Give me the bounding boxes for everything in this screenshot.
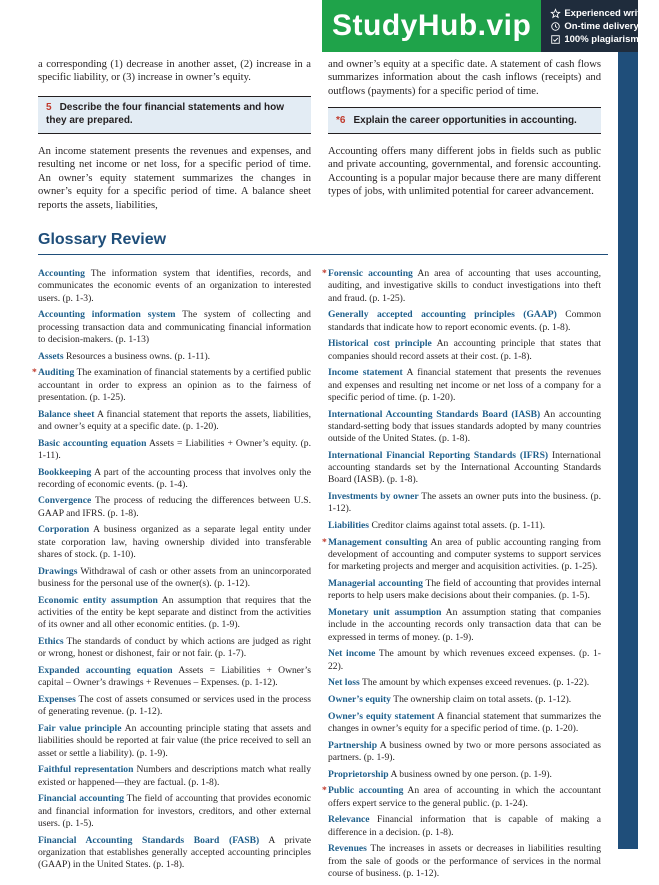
glossary-term: Owner’s equity xyxy=(328,693,391,705)
glossary-definition: An area of accounting that uses accounting, auditing, and investigative skills to conduct investigations into theft and fraud. (p. 1-25). xyxy=(328,268,601,304)
glossary-definition: A part of the accounting process that involves only the recording of economic events. (p. 1-4). xyxy=(38,466,311,490)
glossary-term: Net loss xyxy=(328,677,360,689)
glossary-definition: Numbers and descriptions match what really existed or happened—they are factual. (p. 1-8). xyxy=(38,764,312,788)
feature-item xyxy=(551,21,659,32)
glossary-definition: An accounting principle that states that companies should record assets at their cost. (p. 1-8). xyxy=(328,338,601,362)
glossary-definition: Withdrawal of cash or other assets from an unincorporated business for the personal use of the owner(s). (p. 1-12). xyxy=(38,565,311,590)
glossary-definition: The standards of conduct by which actions are judged as right or wrong, honest or dishonest, fair or not fair. (p. 1-7). xyxy=(38,636,311,660)
glossary-entry xyxy=(328,769,601,781)
glossary-definition: The field of accounting that provides internal reports to help users make decisions about their companies. (p. 1-5). xyxy=(328,578,601,602)
glossary-term: Liabilities xyxy=(328,520,370,532)
glossary-entry xyxy=(328,367,601,404)
glossary-entry xyxy=(38,764,311,789)
glossary-definition: Assets = Liabilities + Owner’s capital – Owner’s drawings + Revenues – Expenses. (p. 1-12). xyxy=(38,665,312,689)
glossary-entry xyxy=(328,711,601,736)
glossary-column-left xyxy=(32,268,312,876)
glossary-term: Public accounting xyxy=(328,785,404,797)
glossary-definition: The process of reducing the differences between U.S. GAAP and IFRS. (p. 1-8). xyxy=(38,495,311,519)
glossary-term: Investments by owner xyxy=(328,491,419,503)
glossary-term: Relevance xyxy=(328,814,370,826)
glossary-term: Assets xyxy=(38,350,64,362)
glossary-entry xyxy=(328,740,601,765)
star-icon xyxy=(551,9,560,18)
glossary-definition: Resources a business owns. (p. 1-11). xyxy=(66,350,211,362)
glossary-term: Net income xyxy=(328,648,376,660)
glossary-definition: An area of public accounting ranging from development of accounting and computer systems to support services for marketing projects and merger and acquisition activities. (p. 1-25). xyxy=(328,536,601,573)
glossary-definition: An accounting principle stating that assets and liabilities should be reported at fair value (the price received to sell an asset or settle a liability). (p. 1-9). xyxy=(38,722,311,759)
objective-5-summary: An income statement presents the revenues and expenses, and resulting net income or net loss, for a specific period of time. An owner’s equity statement summarizes the changes in owner’s equity for a specific period of time. A balance sheet reports the assets, liabilities, xyxy=(38,146,311,211)
glossary-definition: Assets = Liabilities + Owner’s equity. (p. 1-11). xyxy=(38,437,311,461)
feature-item xyxy=(551,34,659,45)
glossary-term: Income statement xyxy=(328,367,403,379)
glossary-term: Generally accepted accounting principles (GAAP) xyxy=(328,309,557,321)
glossary-entry xyxy=(38,665,311,690)
glossary-entry xyxy=(38,495,311,520)
glossary-entry xyxy=(38,409,311,434)
glossary-term: Convergence xyxy=(38,495,92,507)
continued-paragraph-left: a corresponding (1) decrease in another asset, (2) increase in a specific liability, or (3) increase in owner’s equity. xyxy=(38,59,311,84)
objective-5-heading xyxy=(38,96,311,134)
glossary-entry xyxy=(328,694,601,706)
glossary-definition: The amount by which expenses exceed revenues. (p. 1-22). xyxy=(361,677,590,689)
feature-item xyxy=(551,8,659,19)
glossary-definition: A business owned by one person. (p. 1-9). xyxy=(390,768,552,780)
glossary-definition: The examination of financial statements by a certified public accountant in order to express an opinion as to the fairness of presentation. (p. 1-25). xyxy=(38,367,311,403)
asterisk-marker: * xyxy=(322,536,327,548)
glossary-entry xyxy=(322,268,601,305)
glossary-definition: An accounting standard-setting body that issues standards adopted by many countries outside of the United States. (p. 1-8). xyxy=(328,408,601,445)
glossary-entry xyxy=(322,536,601,574)
glossary-entry xyxy=(38,268,311,305)
glossary-term: Balance sheet xyxy=(38,408,95,420)
glossary-definition: The field of accounting that provides economic and financial information for investors, creditors, and other external users. (p. 1-5). xyxy=(38,793,311,829)
glossary-definition: A business organized as a separate legal entity under state corporation law, having ownership divided into transferable shares of stock. (p. 1-10). xyxy=(38,524,311,561)
glossary-definition: A financial statement that presents the revenues and expenses and resulting net income or net loss of a company for a specific period of time. (p. 1-20). xyxy=(328,367,601,403)
glossary-definition: Common standards that indicate how to report economic events. (p. 1-8). xyxy=(328,309,601,333)
glossary-term: Financial Accounting Standards Board (FASB) xyxy=(38,834,260,846)
glossary-entry xyxy=(328,607,601,644)
glossary-entry xyxy=(32,367,311,404)
glossary-definition: A business owned by two or more persons associated as partners. (p. 1-9). xyxy=(328,739,601,763)
objective-6-heading xyxy=(328,107,601,134)
glossary-entry xyxy=(328,409,601,446)
glossary-entry xyxy=(328,491,601,516)
glossary-term: Corporation xyxy=(38,524,90,536)
glossary-term: Expanded accounting equation xyxy=(38,665,173,676)
glossary-term: Partnership xyxy=(328,739,378,751)
glossary-term: Fair value principle xyxy=(38,722,122,734)
glossary-definition: An area of accounting in which the accountant offers expert service to the general public. (p. 1-24). xyxy=(328,785,602,809)
brand-features xyxy=(541,8,659,45)
feature-label: 100% plagiarism free xyxy=(564,33,659,45)
glossary-term: Financial accounting xyxy=(38,793,124,805)
glossary-entry xyxy=(38,835,311,872)
page-edge-bar xyxy=(618,0,638,849)
continued-paragraph-right: and owner’s equity at a specific date. A statement of cash flows summarizes information about the cash inflows (receipts) and outflows (payments) for a specific period of time. xyxy=(328,59,601,97)
asterisk-marker: * xyxy=(322,785,327,797)
glossary-entry xyxy=(328,309,601,334)
glossary-entry xyxy=(328,338,601,363)
glossary-term: Expenses xyxy=(38,693,76,705)
glossary-term: Accounting xyxy=(38,268,85,279)
glossary-entry xyxy=(38,566,311,591)
glossary-entry xyxy=(328,520,601,532)
glossary-term: Faithful representation xyxy=(38,764,134,776)
asterisk-marker: * xyxy=(32,367,37,379)
objective-6-summary: Accounting offers many different jobs in fields such as public and private accounting, governmental, and forensic accounting. Accounting is a popular major because there are many different types of jobs, with unlimited potential for career advancement. xyxy=(328,146,601,198)
glossary-term: Drawings xyxy=(38,565,78,577)
glossary-entry xyxy=(38,309,311,346)
glossary-term: Management consulting xyxy=(328,536,428,548)
objective-number: 5 xyxy=(46,102,52,113)
asterisk-marker: * xyxy=(336,115,340,126)
glossary-definition: The assets an owner puts into the business. (p. 1-12). xyxy=(328,491,602,515)
glossary-term: Basic accounting equation xyxy=(38,437,147,449)
glossary-definition: The ownership claim on total assets. (p. 1-12). xyxy=(393,693,572,705)
glossary-term: Monetary unit assumption xyxy=(328,607,442,619)
glossary-definition: A private organization that establishes generally accepted accounting principles (GAAP) in the United States. (p. 1-8). xyxy=(38,834,311,871)
glossary-definition: The cost of assets consumed or services used in the process of generating revenue. (p. 1-12). xyxy=(38,693,311,718)
glossary-entry xyxy=(322,785,602,810)
glossary-definition: An assumption that requires that the activities of the entity be kept separate and distinct from the activities of its owner and all other economic entities. (p. 1-9). xyxy=(38,594,311,631)
glossary-entry xyxy=(38,438,311,463)
glossary-entry xyxy=(38,723,311,760)
clock-icon xyxy=(551,22,560,31)
glossary-term: International Financial Reporting Standards (IFRS) xyxy=(328,449,549,461)
glossary-definition: The increases in assets or decreases in liabilities resulting from the sale of goods or the performance of services in the normal course of business. (p. 1-12). xyxy=(328,843,601,879)
glossary-term: Revenues xyxy=(328,843,367,855)
glossary-definition: The amount by which revenues exceed expenses. (p. 1-22). xyxy=(328,648,601,672)
glossary-entry xyxy=(328,450,601,487)
glossary-term: Ethics xyxy=(38,636,64,648)
asterisk-marker: * xyxy=(322,268,327,279)
objective-heading-text: Describe the four financial statements and how they are prepared. xyxy=(46,102,285,126)
glossary-definition: A financial statement that reports the assets, liabilities, and owner’s equity at a specific date. (p. 1-20). xyxy=(38,408,311,432)
glossary-definition: A financial statement that summarizes the changes in owner’s equity for a specific period of time. (p. 1-20). xyxy=(328,710,601,734)
glossary-term: Historical cost principle xyxy=(328,338,432,350)
glossary-entry xyxy=(328,578,601,603)
glossary-column-right xyxy=(322,268,602,885)
glossary-entry xyxy=(38,467,311,492)
glossary-definition: The system of collecting and processing transaction data and communicating financial information to decision-makers. (p. 1-13) xyxy=(38,309,311,345)
glossary-entry xyxy=(38,793,311,830)
glossary-definition: International accounting standards set by the International Accounting Standards Board (IASB). (p. 1-8). xyxy=(328,449,601,486)
glossary-title: Glossary Review xyxy=(38,231,167,248)
brand-logo: StudyHub.vip xyxy=(322,0,541,52)
objective-number: 6 xyxy=(339,115,346,126)
glossary-divider xyxy=(38,254,608,255)
glossary-term: International Accounting Standards Board (IASB) xyxy=(328,408,541,420)
glossary-entry xyxy=(328,814,601,839)
glossary-definition: Creditor claims against total assets. (p. 1-11). xyxy=(371,520,546,532)
feature-label: On-time delivery xyxy=(564,20,639,32)
glossary-entry xyxy=(328,677,601,689)
glossary-definition: Financial information that is capable of making a difference in a decision. (p. 1-8). xyxy=(328,814,601,838)
glossary-entry xyxy=(328,648,601,673)
glossary-entry xyxy=(38,694,311,719)
glossary-entry xyxy=(328,843,601,880)
glossary-term: Auditing xyxy=(38,367,75,379)
glossary-entry xyxy=(38,351,311,363)
glossary-definition: The information system that identifies, records, and communicates the economic events of an organization to interested users. (p. 1-3). xyxy=(38,268,311,304)
check-icon xyxy=(551,35,560,44)
brand-banner[interactable] xyxy=(322,0,659,52)
glossary-definition: An assumption stating that companies include in the accounting records only transaction data that can be expressed in terms of money. (p. 1-9). xyxy=(328,607,601,643)
glossary-entry xyxy=(38,595,311,632)
glossary-entry xyxy=(38,524,311,561)
glossary-term: Accounting information system xyxy=(38,309,176,321)
feature-label: Experienced writers xyxy=(564,7,655,19)
objective-heading-text: Explain the career opportunities in accounting. xyxy=(353,115,577,126)
glossary-term: Proprietorship xyxy=(328,768,389,780)
glossary-entry xyxy=(38,636,311,661)
glossary-term: Bookkeeping xyxy=(38,466,92,478)
glossary-term: Forensic accounting xyxy=(328,268,413,279)
glossary-term: Managerial accounting xyxy=(328,578,423,590)
glossary-term: Owner’s equity statement xyxy=(328,710,435,722)
glossary-term: Economic entity assumption xyxy=(38,594,158,606)
